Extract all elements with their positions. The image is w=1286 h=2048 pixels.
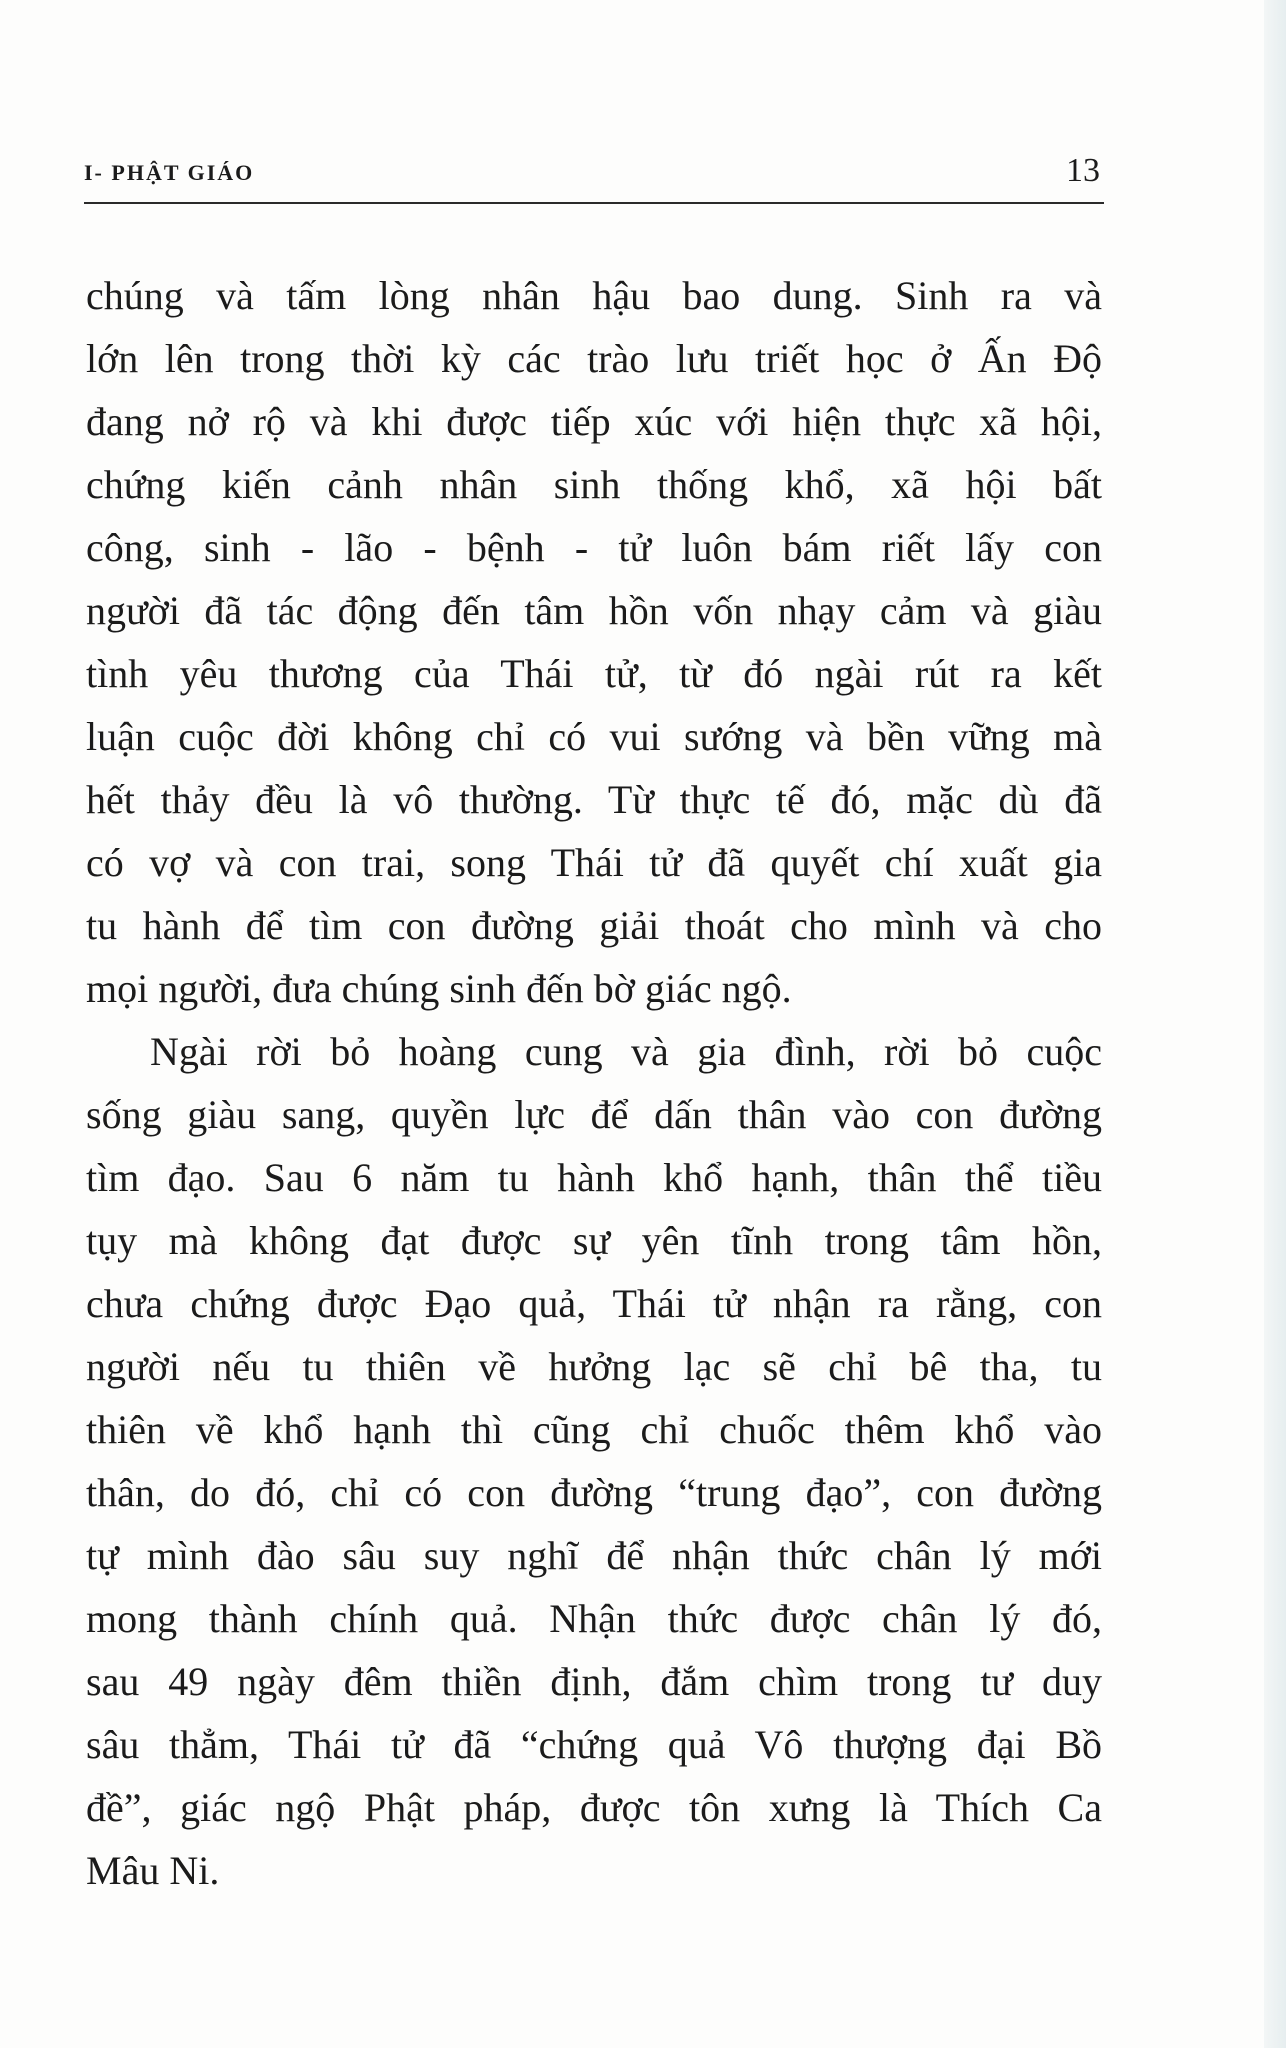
text-line: thân, do đó, chỉ có con đường “trung đạo”, con đường [86,1470,1102,1515]
text-line: luận cuộc đời không chỉ có vui sướng và bền vững mà [86,714,1102,759]
text-line: Mâu Ni. [86,1848,220,1893]
paragraph-2 [86,1020,1102,1902]
text-line: sâu thẳm, Thái tử đã “chứng quả Vô thượng đại Bồ [86,1722,1102,1767]
paragraph-1 [86,264,1102,1020]
text-line: mọi người, đưa chúng sinh đến bờ giác ngộ. [86,966,792,1011]
page-number: 13 [1066,152,1100,189]
running-header [84,146,1104,204]
text-line: tụy mà không đạt được sự yên tĩnh trong tâm hồn, [86,1218,1102,1263]
text-line: hết thảy đều là vô thường. Từ thực tế đó, mặc dù đã [86,777,1102,822]
text-line: người đã tác động đến tâm hồn vốn nhạy cảm và giàu [86,588,1102,633]
text-line: chưa chứng được Đạo quả, Thái tử nhận ra rằng, con [86,1281,1102,1326]
text-line: thiên về khổ hạnh thì cũng chỉ chuốc thêm khổ vào [86,1407,1102,1452]
body-text [86,264,1102,1902]
text-line: lớn lên trong thời kỳ các trào lưu triết học ở Ấn Độ [86,336,1102,381]
text-line: đang nở rộ và khi được tiếp xúc với hiện thực xã hội, [86,399,1102,444]
text-line: tự mình đào sâu suy nghĩ để nhận thức chân lý mới [86,1533,1102,1578]
text-line: mong thành chính quả. Nhận thức được chân lý đó, [86,1596,1102,1641]
text-line: tu hành để tìm con đường giải thoát cho mình và cho [86,903,1102,948]
text-line: sau 49 ngày đêm thiền định, đắm chìm trong tư duy [86,1659,1102,1704]
text-line: sống giàu sang, quyền lực để dấn thân vào con đường [86,1092,1102,1137]
text-line: công, sinh - lão - bệnh - tử luôn bám riết lấy con [86,525,1102,570]
text-line: tình yêu thương của Thái tử, từ đó ngài rút ra kết [86,651,1102,696]
section-title: I- PHẬT GIÁO [84,160,255,185]
text-line: chúng và tấm lòng nhân hậu bao dung. Sinh ra và [86,273,1102,318]
text-line: đề”, giác ngộ Phật pháp, được tôn xưng là Thích Ca [86,1785,1102,1830]
text-line: chứng kiến cảnh nhân sinh thống khổ, xã hội bất [86,462,1102,507]
text-line: Ngài rời bỏ hoàng cung và gia đình, rời bỏ cuộc [150,1029,1102,1074]
text-line: tìm đạo. Sau 6 năm tu hành khổ hạnh, thân thể tiều [86,1155,1102,1200]
text-line: người nếu tu thiên về hưởng lạc sẽ chỉ bê tha, tu [86,1344,1102,1389]
text-line: có vợ và con trai, song Thái tử đã quyết chí xuất gia [86,840,1102,885]
page-edge [1264,0,1286,2048]
